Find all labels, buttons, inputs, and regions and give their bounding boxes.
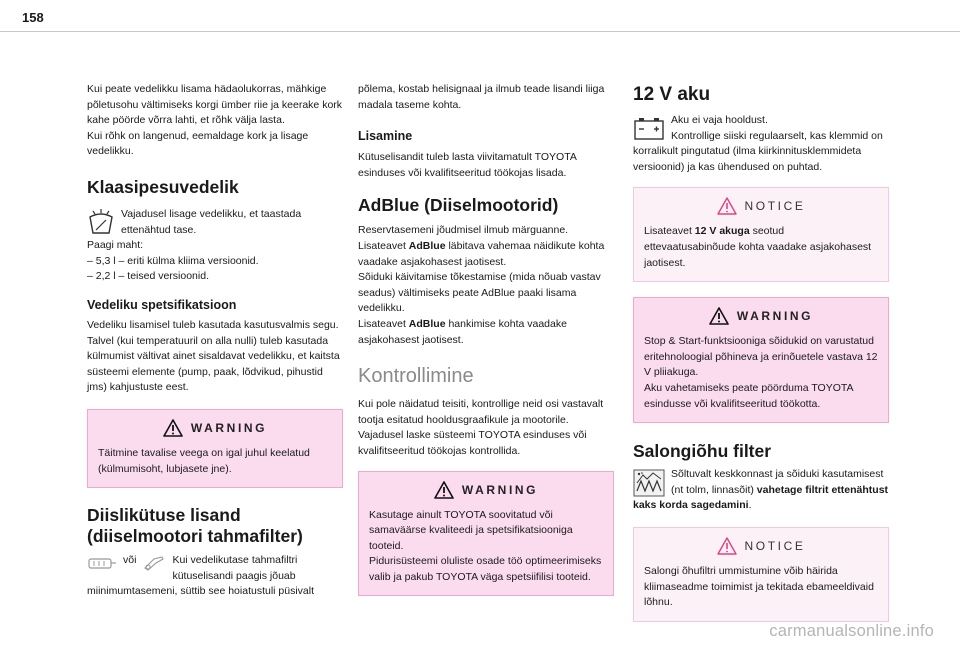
washer-fluid-icon xyxy=(87,209,115,235)
washer-fluid-text: Vajadusel lisage vedelikku, et taastada ettenähtud tase. xyxy=(121,207,302,236)
warning-label: WARNING xyxy=(736,309,814,324)
notice-label: NOTICE xyxy=(744,538,806,553)
washer-fluid-block xyxy=(87,207,343,285)
particle-filter-icon xyxy=(87,555,117,571)
cabin-filter-block xyxy=(633,467,889,514)
cabin-filter-heading: Salongiõhu filter xyxy=(633,441,772,462)
warning-text-2: Aku vahetamiseks peate pöörduma TOYOTA esindusse või kvalifitseeritud töökotta. xyxy=(644,381,853,410)
notice-label: NOTICE xyxy=(744,199,806,214)
battery-icon xyxy=(633,115,665,141)
adblue-heading: AdBlue (Diiselmootorid) xyxy=(358,195,559,216)
fluid-spec-heading: Vedeliku spetsifikatsioon xyxy=(87,297,237,312)
additive-tank-icon xyxy=(142,555,166,571)
washer-capacity: Paagi maht: xyxy=(87,239,144,252)
warning-text: Täitmine tavalise veega on igal juhul keelatud (külmumisoht, lubjasete jne). xyxy=(98,446,310,475)
warning-label: WARNING xyxy=(190,420,268,435)
warning-box xyxy=(633,297,889,423)
column-3 xyxy=(633,82,889,622)
watermark: carmanualsonline.info xyxy=(769,622,934,640)
warning-box xyxy=(87,409,343,488)
adblue-text-1: Reservtasemeni jõudmisel ilmub märguanne. xyxy=(358,224,569,237)
warning-triangle-icon xyxy=(709,307,729,325)
warning-header xyxy=(98,419,332,437)
warning-header xyxy=(644,307,878,325)
battery-block xyxy=(633,113,889,175)
warning-box xyxy=(358,471,614,597)
cabin-filter-icon xyxy=(633,469,665,497)
header-divider xyxy=(0,31,960,32)
or-word: või xyxy=(123,554,137,567)
warning-triangle-icon xyxy=(434,481,454,499)
adding-text: Kütuselisandit tuleb lasta viivitamatult TOYOTA esinduses või kvalifitseeritud töökojas lisada. xyxy=(358,151,577,179)
warning-label: WARNING xyxy=(461,482,539,497)
notice-box xyxy=(633,527,889,622)
battery-heading: 12 V aku xyxy=(633,84,711,105)
diesel-additive-block xyxy=(87,553,343,600)
column-2 xyxy=(358,82,614,596)
warning-text-2: Pidurisüsteemi oluliste osade töö optimeerimiseks valib ja pakub TOYOTA väga spetsiifilisi tooteid. xyxy=(369,555,602,583)
adblue-text-4: Lisateavet AdBlue hankimise kohta vaadake asjakohasest jaotisest. xyxy=(358,317,567,346)
adblue-text-3: Sõiduki käivitamise tõkestamise (mida nõuab vastav seadus) vältimiseks peate AdBlue paaki lisama vedelikku. xyxy=(358,271,601,315)
cabin-filter-text: Sõltuvalt keskkonnast ja sõiduki kasutamisest (nt tolm, linnasõit) vahetage filtrit ettenähtust kaks korda sagedamini. xyxy=(633,468,889,512)
adblue-text-2: Lisateavet AdBlue läbitava vahemaa näidikute kohta vaadake asjakohasest jaotisest. xyxy=(358,239,605,268)
washer-capacity-item: – 5,3 l – eriti külma kliima versioonid. xyxy=(87,254,259,267)
checks-text-1: Kui pole näidatud teisiti, kontrollige neid osi vastavalt tootja esitatud hooldusgraafikule ja mootorile. xyxy=(358,398,604,426)
column-1 xyxy=(87,82,343,600)
warning-text-1: Stop & Start-funktsiooniga sõidukid on varustatud eritehnoloogial põhineva ja erinõuetele vastava 12 V pliiakuga. xyxy=(644,335,878,379)
checks-text-2: Vajadusel laske süsteemi TOYOTA esinduses või kvalifitseeritud töökojas kontrollida. xyxy=(358,429,587,457)
diesel-additive-text: Kui vedelikutase tahmafiltri kütuselisandi paagis jõuab miinimumtasemeni, süttib see hoiatustuli püsivalt xyxy=(87,554,315,598)
notice-triangle-icon xyxy=(717,537,737,555)
fluid-spec-text: Vedeliku lisamisel tuleb kasutada kasutusvalmis segu. xyxy=(87,318,339,331)
adding-heading: Lisamine xyxy=(358,129,413,144)
notice-header xyxy=(644,197,878,215)
warning-header xyxy=(369,481,603,499)
warning-text-1: Kasutage ainult TOYOTA soovitatud või samaväärse kvaliteedi ja spetsifikatsiooniga tooteid. xyxy=(369,508,573,552)
washer-capacity-item: – 2,2 l – teised versioonid. xyxy=(87,270,209,283)
fluid-spec-text-2: Talvel (kui temperatuuril on alla nulli) tuleb kasutada külmumist vältivat ainet sisaldavat vedelikku, et kaitsta süsteemi elemente (pump, paak, lõdvikud, pihustid jms) kahjustuste eest. xyxy=(87,334,340,394)
notice-text: Lisateavet 12 V akuga seotud ettevaatusabinõude kohta vaadake asjakohasest jaotisest. xyxy=(644,225,872,269)
battery-text-2: Kontrollige siiski regulaarselt, kas klemmid on korralikult pingutatud (ilma kiirkinnitusklemmideta versioonid) ja kas ühendused on puhtad. xyxy=(633,129,883,173)
notice-text: Salongi õhufiltri ummistumine võib häirida kliimaseadme toimimist ja tekitada ebameeldivaid lõhnu. xyxy=(644,564,874,609)
page-number: 158 xyxy=(22,10,44,25)
washer-fluid-heading: Klaasipesuvedelik xyxy=(87,176,239,197)
battery-text-1: Aku ei vaja hooldust. xyxy=(671,114,768,126)
checks-heading: Kontrollimine xyxy=(358,365,474,388)
notice-box xyxy=(633,187,889,282)
diesel-additive-continued: põlema, kostab helisignaal ja ilmub teade lisandi liiga madala taseme kohta. xyxy=(358,83,605,111)
warning-triangle-icon xyxy=(163,419,183,437)
intro-paragraph: Kui peate vedelikku lisama hädaolukorras, mähkige põletusohu vältimiseks korgi ümber riie ja keerake kork kahe pöörde võrra lahti, et rõhk välja lasta. xyxy=(87,83,343,127)
diesel-additive-heading: Diislikütuse lisand (diiselmootori tahmafilter) xyxy=(87,505,303,547)
notice-header xyxy=(644,537,878,555)
intro-paragraph-2: Kui rõhk on langenud, eemaldage kork ja lisage vedelikku. xyxy=(87,129,309,158)
notice-triangle-icon xyxy=(717,197,737,215)
